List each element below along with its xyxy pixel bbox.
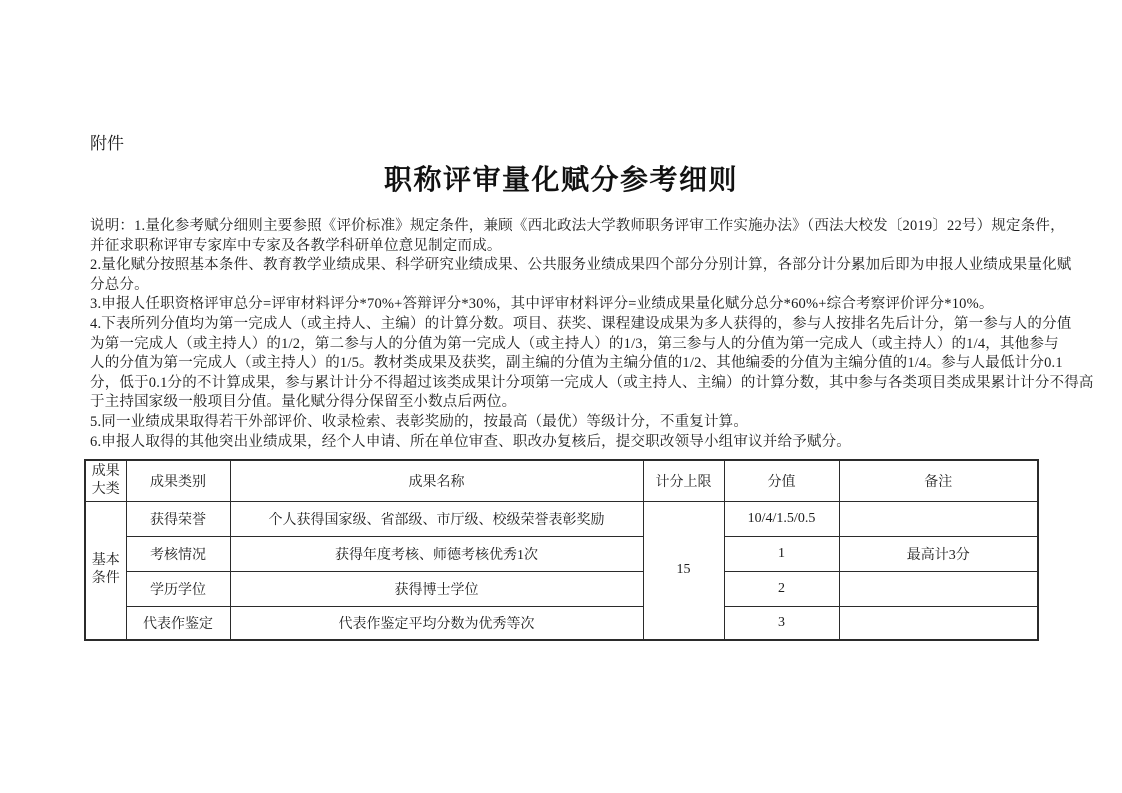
table-header-row: [85, 460, 1038, 502]
category-cell: 学历学位: [126, 572, 230, 607]
attachment-label: 附件: [90, 134, 124, 153]
note-line: 3.申报人任职资格评审总分=评审材料评分*70%+答辩评分*30%，其中评审材料评分=业绩成果量化赋分总分*60%+综合考察评价评分*10%。: [90, 296, 994, 313]
name-cell: 获得博士学位: [230, 572, 643, 607]
notes-block: [90, 217, 1094, 452]
table-row: [85, 537, 1038, 572]
category-cell: 代表作鉴定: [126, 607, 230, 640]
table-row: [85, 607, 1038, 640]
note-line: 5.同一业绩成果取得若干外部评价、收录检索、表彰奖励的，按最高（最优）等级计分，不重复计算。: [90, 413, 749, 430]
remark-cell: [839, 607, 1038, 640]
category-cell: 获得荣誉: [126, 502, 230, 537]
name-cell: 获得年度考核、师德考核优秀1次: [230, 537, 643, 572]
col-header-group: 成果大类: [85, 460, 126, 502]
note-line: 6.申报人取得的其他突出业绩成果，经个人申请、所在单位审查、职改办复核后，提交职改领导小组审议并给予赋分。: [90, 433, 851, 450]
note-line: 说明：1.量化参考赋分细则主要参照《评价标准》规定条件，兼顾《西北政法大学教师职务评审工作实施办法》（西法大校发〔2019〕22号）规定条件，: [90, 218, 1065, 234]
scoring-table: [84, 459, 1039, 641]
note-line: 2.量化赋分按照基本条件、教育教学业绩成果、科学研究业绩成果、公共服务业绩成果四个部分分别计算，各部分计分累加后即为申报人业绩成果量化赋: [90, 257, 1072, 274]
note-line: 于主持国家级一般项目分值。量化赋分得分保留至小数点后两位。: [90, 394, 517, 411]
table-row: [85, 572, 1038, 607]
col-header-name: 成果名称: [230, 460, 643, 502]
group-cell: 基本条件: [85, 502, 126, 640]
page-title: 职称评审量化赋分参考细则: [383, 165, 738, 196]
name-cell: 代表作鉴定平均分数为优秀等次: [230, 607, 643, 640]
note-line: 4.下表所列分值均为第一完成人（或主持人、主编）的计算分数。项目、获奖、课程建设成果为多人获得的，参与人按排名先后计分，第一参与人的分值: [90, 315, 1072, 332]
remark-cell: [839, 502, 1038, 537]
score-cell: 2: [724, 572, 839, 607]
category-cell: 考核情况: [126, 537, 230, 572]
col-header-limit: 计分上限: [643, 460, 724, 502]
note-line: 并征求职称评审专家库中专家及各教学科研单位意见制定而成。: [90, 237, 502, 254]
col-header-remark: 备注: [839, 460, 1038, 502]
remark-cell: 最高计3分: [839, 537, 1038, 572]
note-line: 人的分值为第一完成人（或主持人）的1/5。教材类成果及获奖，副主编的分值为主编分值的1/2、其他编委的分值为主编分值的1/4。参与人最低计分0.1: [90, 355, 1063, 372]
note-line: 为第一完成人（或主持人）的1/2，第二参与人的分值为第一完成人（或主持人）的1/3，第三参与人的分值为第一完成人（或主持人）的1/4，其他参与: [90, 335, 1059, 352]
note-line: 分，低于0.1分的不计算成果，参与累计计分不得超过该类成果计分项第一完成人（或主持人、主编）的计算分数，其中参与各类项目类成果累计计分不得高: [90, 374, 1094, 391]
name-cell: 个人获得国家级、省部级、市厅级、校级荣誉表彰奖励: [230, 502, 643, 537]
limit-cell: 15: [643, 502, 724, 640]
col-header-category: 成果类别: [126, 460, 230, 502]
score-cell: 3: [724, 607, 839, 640]
col-header-score: 分值: [724, 460, 839, 502]
score-cell: 1: [724, 537, 839, 572]
remark-cell: [839, 572, 1038, 607]
table-row: [85, 502, 1038, 537]
score-cell: 10/4/1.5/0.5: [724, 502, 839, 537]
note-line: 分总分。: [90, 276, 149, 293]
